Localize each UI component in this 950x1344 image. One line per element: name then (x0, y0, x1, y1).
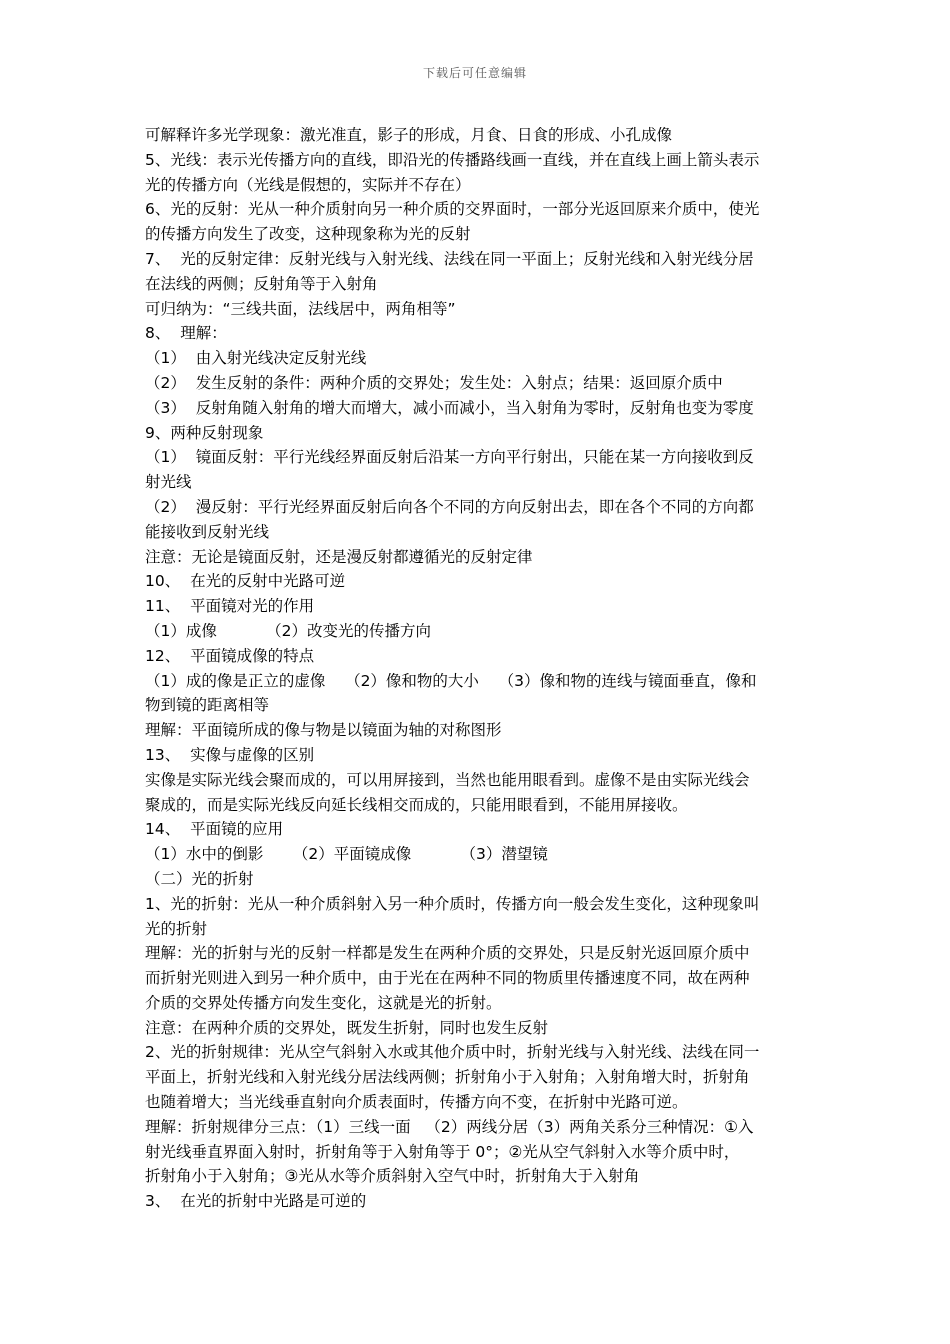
text-line: 平面上，折射光线和入射光线分居法线两侧；折射角小于入射角；入射角增大时，折射角 (145, 1068, 750, 1087)
text-line: （1）成像 （2）改变光的传播方向 (145, 621, 431, 640)
text-line: 折射角小于入射角；③光从水等介质斜射入空气中时，折射角大于入射角 (145, 1167, 640, 1186)
text-line: 实像是实际光线会聚而成的，可以用屏接到，当然也能用眼看到。虚像不是由实际光线会 (145, 770, 750, 789)
text-line: （1）水中的倒影 （2）平面镜成像 （3）潜望镜 (145, 845, 548, 864)
text-line: 5、光线：表示光传播方向的直线，即沿光的传播路线画一直线，并在直线上画上箭头表示 (145, 150, 760, 169)
text-line: 能接收到反射光线 (145, 522, 270, 541)
text-line: 在法线的两侧；反射角等于入射角 (145, 274, 378, 293)
text-line: 8、 理解： (145, 324, 227, 343)
text-line: 可解释许多光学现象：激光准直，影子的形成，月食、日食的形成、小孔成像 (145, 126, 673, 144)
text-line: 注意：无论是镜面反射，还是漫反射都遵循光的反射定律 (145, 547, 533, 566)
text-line: 2、光的折射规律：光从空气斜射入水或其他介质中时，折射光线与入射光线、法线在同一 (145, 1043, 760, 1062)
text-line: 14、 平面镜的应用 (145, 820, 284, 839)
text-line: 射光线 (145, 473, 192, 492)
text-line: 理解：平面镜所成的像与物是以镜面为轴的对称图形 (145, 721, 502, 740)
text-line: 理解：折射规律分三点：（1）三线一面 （2）两线分居（3）两角关系分三种情况：①入 (145, 1117, 754, 1136)
text-line: 13、 实像与虚像的区别 (145, 745, 315, 764)
text-line: 12、 平面镜成像的特点 (145, 646, 315, 665)
text-line: （二）光的折射 (145, 869, 254, 888)
text-line: 而折射光则进入到另一种介质中，由于光在在两种不同的物质里传播速度不同，故在两种 (145, 969, 750, 988)
text-line: 3、 在光的折射中光路是可逆的 (145, 1192, 367, 1211)
text-line: 物到镜的距离相等 (145, 696, 270, 715)
document-body (145, 123, 815, 1214)
text-line: 1、光的折射：光从一种介质斜射入另一种介质时，传播方向一般会发生变化，这种现象叫 (145, 894, 760, 913)
text-line: 7、 光的反射定律：反射光线与入射光线、法线在同一平面上；反射光线和入射光线分居 (145, 249, 754, 268)
text-line: 也随着增大；当光线垂直射向介质表面时，传播方向不变，在折射中光路可逆。 (145, 1093, 688, 1112)
text-line: 11、 平面镜对光的作用 (145, 597, 315, 616)
text-line: 6、光的反射：光从一种介质射向另一种介质的交界面时，一部分光返回原来介质中，使光 (145, 200, 760, 219)
text-line: 的传播方向发生了改变，这种现象称为光的反射 (145, 225, 471, 244)
text-line: 可归纳为：“三线共面，法线居中，两角相等” (145, 299, 456, 318)
text-line: 聚成的，而是实际光线反向延长线相交而成的，只能用眼看到，不能用屏接收。 (145, 795, 688, 814)
text-line: 光的折射 (145, 919, 208, 938)
text-line: （1）成的像是正立的虚像 （2）像和物的大小 （3）像和物的连线与镜面垂直，像和 (145, 671, 757, 690)
text-line: （2） 漫反射：平行光经界面反射后向各个不同的方向反射出去，即在各个不同的方向都 (145, 497, 754, 516)
page-header: 下载后可任意编辑 (422, 66, 527, 80)
text-line: 9、两种反射现象 (145, 423, 264, 442)
text-line: 理解：光的折射与光的反射一样都是发生在两种介质的交界处，只是反射光返回原介质中 (145, 944, 750, 963)
text-line: （3） 反射角随入射角的增大而增大，减小而减小，当入射角为零时，反射角也变为零度 (145, 398, 754, 417)
text-line: 10、 在光的反射中光路可逆 (145, 572, 346, 591)
text-line: 注意：在两种介质的交界处，既发生折射，同时也发生反射 (145, 1018, 549, 1037)
text-line: 光的传播方向（光线是假想的，实际并不存在） (145, 175, 471, 194)
text-line: （2） 发生反射的条件：两种介质的交界处；发生处：入射点；结果：返回原介质中 (145, 373, 723, 392)
text-line: 射光线垂直界面入射时，折射角等于入射角等于 0°；②光从空气斜射入水等介质中时， (145, 1142, 740, 1161)
text-line: （1） 镜面反射：平行光线经界面反射后沿某一方向平行射出，只能在某一方向接收到反 (145, 448, 754, 467)
text-line: 介质的交界处传播方向发生变化，这就是光的折射。 (145, 993, 502, 1012)
text-line: （1） 由入射光线决定反射光线 (145, 349, 367, 368)
